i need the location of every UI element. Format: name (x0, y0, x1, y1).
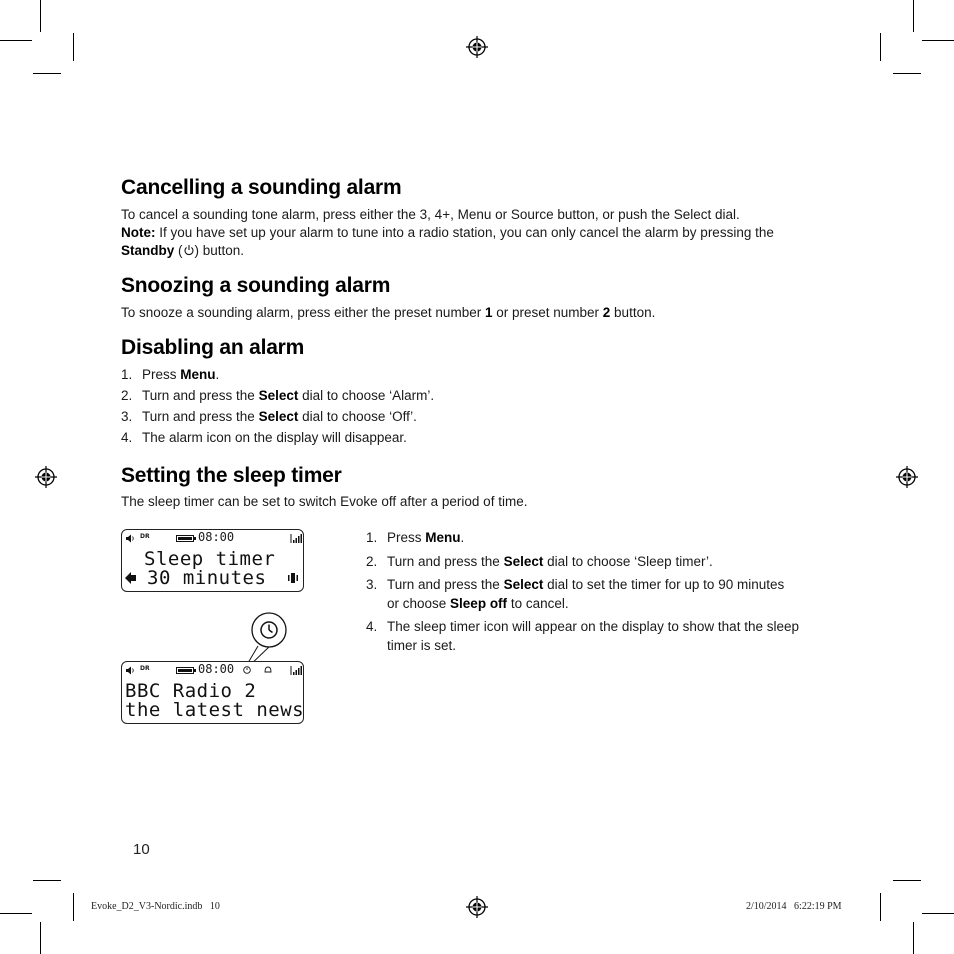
crop-mark (0, 40, 32, 41)
sleep-timer-indicator-icon (243, 666, 251, 674)
crop-mark (73, 33, 74, 61)
battery-icon (176, 535, 196, 542)
registration-mark-icon (465, 895, 489, 919)
signal-icon (290, 533, 302, 543)
section-title-cancel: Cancelling a sounding alarm (121, 176, 402, 199)
snooze-paragraph: To snooze a sounding alarm, press either the preset number 1 or preset number 2 button. (121, 305, 656, 320)
crop-mark (922, 913, 954, 914)
lcd-line-2: 30 minutes (147, 567, 267, 589)
crop-mark (73, 893, 74, 921)
lcd-line-1: Sleep timer (144, 548, 276, 570)
lcd-line-2: the latest news (125, 699, 305, 721)
speaker-icon (126, 534, 136, 543)
crop-mark (40, 0, 41, 32)
cancel-note: Note: If you have set up your alarm to tune into a radio station, you can only cancel the alarm by pressing the (121, 225, 774, 240)
page-number: 10 (133, 841, 150, 858)
registration-mark-icon (465, 35, 489, 59)
footer-timestamp: 2/10/2014 6:22:19 PM (746, 901, 842, 912)
scroll-indicator-icon (288, 572, 298, 584)
power-icon (183, 244, 195, 256)
footer-filename: Evoke_D2_V3-Nordic.indb 10 (91, 901, 220, 912)
section-title-disable: Disabling an alarm (121, 336, 305, 359)
crop-mark (880, 33, 881, 61)
crop-mark (893, 880, 921, 881)
speaker-icon (126, 666, 136, 675)
registration-mark-icon (895, 465, 919, 489)
crop-mark (880, 893, 881, 921)
crop-mark (33, 880, 61, 881)
dr-indicator: DR (140, 665, 150, 672)
crop-mark (40, 922, 41, 954)
crop-mark (33, 73, 61, 74)
lcd-line-1: BBC Radio 2 (125, 680, 257, 702)
arrow-left-icon (125, 572, 137, 584)
section-title-snooze: Snoozing a sounding alarm (121, 274, 391, 297)
battery-icon (176, 667, 196, 674)
sleep-intro: The sleep timer can be set to switch Evoke off after a period of time. (121, 494, 528, 509)
registration-mark-icon (34, 465, 58, 489)
lcd-status-bar (126, 530, 299, 545)
lcd-status-bar (126, 662, 299, 677)
crop-mark (893, 73, 921, 74)
section-title-sleep: Setting the sleep timer (121, 464, 342, 487)
alarm-bell-icon (263, 665, 273, 675)
dr-indicator: DR (140, 533, 150, 540)
crop-mark (922, 40, 954, 41)
crop-mark (913, 0, 914, 32)
lcd-clock: 08:00 (198, 530, 235, 544)
cancel-standby: Standby ( ) button. (121, 243, 245, 258)
crop-mark (913, 922, 914, 954)
signal-icon (290, 665, 302, 675)
cancel-paragraph: To cancel a sounding tone alarm, press either the 3, 4+, Menu or Source button, or push the Select dial. (121, 207, 740, 222)
lcd-clock: 08:00 (198, 662, 235, 676)
crop-mark (0, 913, 32, 914)
clock-icon (259, 620, 279, 640)
lcd-display-now-playing (121, 661, 304, 724)
lcd-display-sleep-timer (121, 529, 304, 592)
